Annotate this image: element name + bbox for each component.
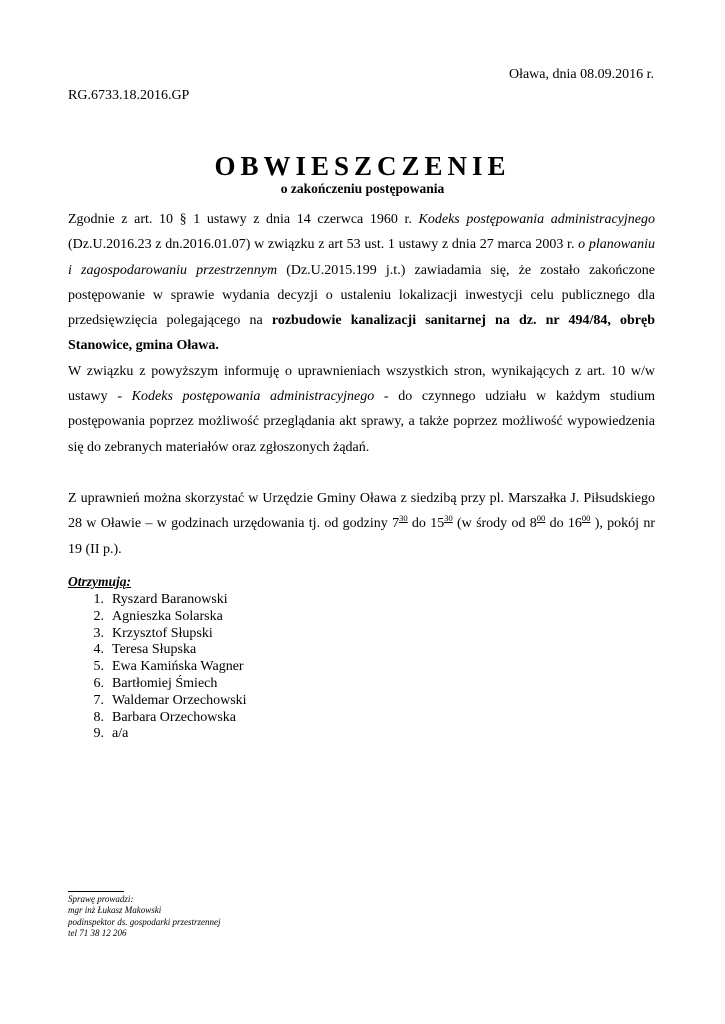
list-item-number: 1. — [93, 592, 104, 607]
document-subtitle: o zakończeniu postępowania — [280, 181, 445, 196]
officer-phone: tel 71 38 12 206 — [68, 927, 127, 938]
act-name-italic: o planowaniu i zagospodarowaniu przestrzennym — [68, 237, 655, 278]
case-officer-footer — [68, 894, 221, 939]
list-item — [68, 609, 247, 626]
para3-text-2: do 15 — [407, 516, 445, 532]
place-date: Oława, dnia 08.09.2016 r. — [508, 67, 654, 82]
recipients-list — [68, 592, 247, 743]
list-item-name: Krzysztof Słupski — [112, 625, 213, 641]
time-minutes-4: 00 — [581, 513, 591, 524]
list-item-number: 4. — [93, 642, 104, 658]
list-item-name: Ewa Kamińska Wagner — [112, 659, 244, 675]
notice-body — [68, 207, 655, 460]
para2-text-2: - do czynnego udziału w każdym studium postępowania poprzez możliwość przeglądania akt sprawy, a także poprzez możliwość wypowiedzenia się do zebranych materiałów oraz zgłoszonych żądań. — [68, 389, 655, 455]
para3-text-3: (w środy od 8 — [452, 516, 537, 532]
para3-text-5: ), pokój nr 19 (II p.). — [68, 516, 656, 557]
list-item — [68, 710, 247, 727]
list-item-name: Teresa Słupska — [112, 642, 197, 658]
para1-text-3: (Dz.U.2015.199 j.t.) zawiadamia się, że zostało zakończone postępowanie w sprawie wydania decyzji o ustaleniu lokalizacji inwestycji celu publicznego dla przedsięwzięcia polegającego na — [68, 262, 656, 329]
para3-text-4: do 16 — [545, 516, 582, 532]
investment-subject: rozbudowie kanalizacji sanitarnej na dz. nr 494/84, obręb Stanowice, gmina Oława. — [68, 313, 656, 354]
officer-position: podinspektor ds. gospodarki przestrzennej — [68, 916, 221, 927]
list-item-name: Waldemar Orzechowski — [112, 692, 247, 708]
list-item — [68, 659, 247, 676]
list-item — [68, 693, 247, 710]
code-name-italic-2: Kodeks postępowania administracyjnego — [131, 389, 375, 405]
list-item-name: Barbara Orzechowska — [112, 709, 236, 725]
footer-label: Sprawę prowadzi: — [68, 894, 134, 904]
document-title: OBWIESZCZENIE — [214, 151, 511, 181]
para1-text-1: Zgodnie z art. 10 § 1 ustawy z dnia 14 czerwca 1960 r. — [68, 212, 419, 227]
list-item-number: 2. — [93, 608, 104, 624]
list-item-name: Bartłomiej Śmiech — [112, 675, 218, 691]
list-item-number: 8. — [93, 709, 104, 725]
para2-text-1: W związku z powyższym informuję o uprawnieniach wszystkich stron, wynikających z art. 10 w/w ustawy - — [68, 363, 655, 405]
time-minutes-3: 00 — [536, 513, 546, 524]
list-item-name: a/a — [112, 726, 129, 742]
list-item — [68, 642, 247, 659]
list-item-name: Agnieszka Solarska — [112, 608, 223, 624]
time-minutes-1: 30 — [399, 513, 408, 524]
paragraph-office-hours — [68, 486, 655, 562]
case-number: RG.6733.18.2016.GP — [68, 88, 190, 103]
footer-divider — [68, 891, 124, 892]
list-item-number: 5. — [93, 659, 104, 675]
list-item-name: Ryszard Baranowski — [112, 592, 228, 607]
list-item-number: 6. — [93, 675, 104, 691]
list-item-number: 3. — [93, 625, 104, 641]
list-item-number: 7. — [93, 692, 104, 708]
list-item — [68, 726, 247, 743]
para3-text-1: Z uprawnień można skorzystać w Urzędzie Gminy Oława z siedzibą przy pl. Marszałka J. Piłsudskiego 28 w Oławie – w godzinach urzędowania tj. od godziny 7 — [68, 491, 655, 532]
list-item — [68, 676, 247, 693]
paragraph-main — [68, 207, 655, 359]
list-item-number: 9. — [93, 726, 104, 742]
list-item — [68, 626, 247, 643]
para1-text-2: (Dz.U.2016.23 z dn.2016.01.07) w związku z art 53 ust. 1 ustawy z dnia 27 marca 2003 r. — [68, 237, 579, 253]
officer-name: mgr inż Łukasz Makowski — [68, 905, 162, 916]
list-item — [68, 592, 247, 609]
paragraph-rights — [68, 359, 655, 460]
time-minutes-2: 30 — [444, 513, 453, 524]
recipients-heading: Otrzymują: — [68, 574, 132, 589]
code-name-italic: Kodeks postępowania administracyjnego — [418, 212, 655, 227]
